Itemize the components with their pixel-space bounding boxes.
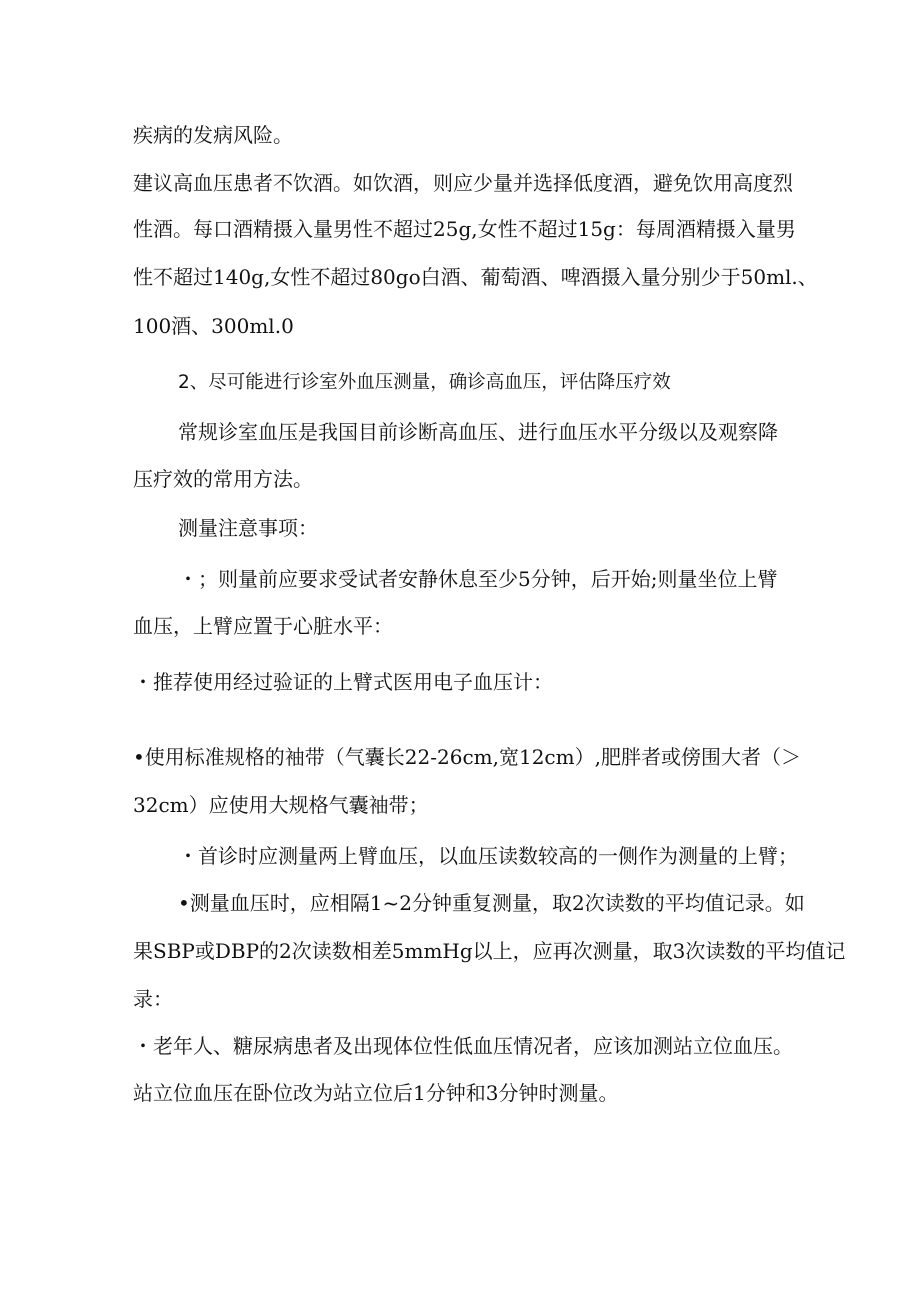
paragraph-line-4: 性不超过140g,女性不超过80go白酒、葡萄酒、啤酒摄入量分别少于50ml.、: [133, 265, 818, 289]
paragraph-line-1: 疾病的发病风险。: [133, 123, 293, 147]
intro-line-1: 常规诊室血压是我国目前诊断高血压、进行血压水平分级以及观察降: [178, 420, 778, 444]
notes-title: 测量注意事项：: [178, 516, 318, 540]
bullet-line-9: 录：: [133, 987, 173, 1011]
bullet-line-7: •测量血压时，应相隔1~2分钟重复测量，取2次读数的平均值记录。如: [178, 891, 805, 915]
paragraph-line-2: 建议高血压患者不饮酒。如饮酒，则应少量并选择低度酒，避免饮用高度烈: [133, 171, 793, 195]
bullet-line-11: 站立位血压在卧位改为站立位后1分钟和3分钟时测量。: [133, 1081, 619, 1105]
bullet-line-1: ・；则量前应要求受试者安静休息至少5分钟，后开始;则量坐位上臂: [178, 567, 778, 591]
bullet-line-5: 32cm）应使用大规格气囊袖带；: [133, 793, 429, 817]
paragraph-line-5: 100酒、300ml.0: [133, 314, 294, 338]
bullet-line-6: ・首诊时应测量两上臂血压，以血压读数较高的一侧作为测量的上臂；: [178, 844, 798, 868]
paragraph-line-3: 性酒。每口酒精摄入量男性不超过25g,女性不超过15g：每周酒精摄入量男: [133, 217, 796, 241]
section-heading: 2、尽可能进行诊室外血压测量，确诊高血压，评估降压疗效: [178, 372, 671, 393]
bullet-line-10: ・老年人、糖尿病患者及出现体位性低血压情况者，应该加测站立位血压。: [133, 1034, 793, 1058]
bullet-line-8: 果SBP或DBP的2次读数相差5mmHg以上，应再次测量，取3次读数的平均值记: [133, 939, 846, 963]
intro-line-2: 压疗效的常用方法。: [133, 467, 313, 491]
bullet-line-2: 血压，上臂应置于心脏水平：: [133, 614, 393, 638]
bullet-line-4: •使用标准规格的袖带（气囊长22-26cm,宽12cm）,肥胖者或傍围大者（＞: [133, 745, 801, 769]
bullet-line-3: ・推荐使用经过验证的上臂式医用电子血压计：: [133, 670, 553, 694]
